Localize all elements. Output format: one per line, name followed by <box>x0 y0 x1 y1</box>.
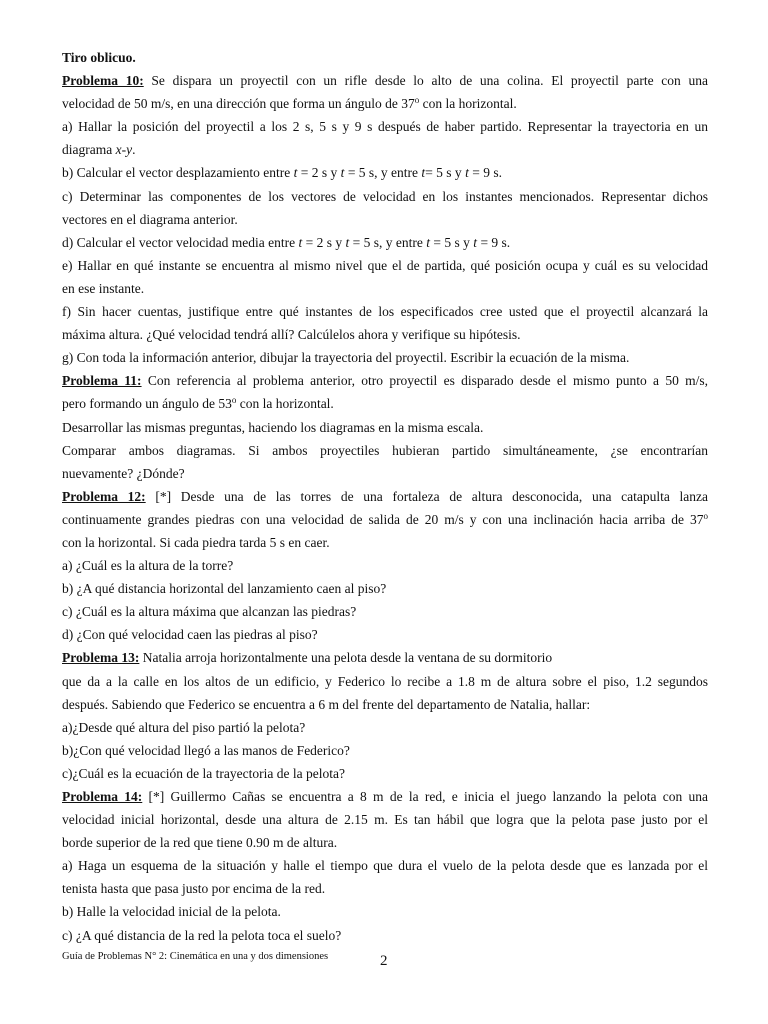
p13-question-c: c)¿Cuál es la ecuación de la trayectoria de la pelota? <box>62 765 345 781</box>
p10-line-2 <box>62 92 708 115</box>
p10-g-line: g) Con toda la información anterior, dibujar la trayectoria del proyectil. Escribir la ecuación de la misma. <box>62 350 630 366</box>
section-title <box>62 46 708 69</box>
var-t: t <box>421 165 426 181</box>
p10-a-end: . <box>132 142 136 158</box>
p14-a-line-2: tenista hasta que pasa justo por encima de la red. <box>62 881 326 897</box>
p10-b-3: = 5 s, y entre <box>344 165 422 181</box>
p12-line-2 <box>62 508 708 531</box>
p11-text-2b: con la horizontal. <box>236 396 334 412</box>
p11-line-1 <box>62 369 708 392</box>
page-number: 2 <box>380 953 388 969</box>
p10-f-line-1: f) Sin hacer cuentas, justifique entre qué instantes de los especificados cree usted que el proyectil alcanzará la <box>62 304 708 320</box>
p10-d-3: = 5 s, y entre <box>349 234 427 250</box>
section-title-dot: . <box>132 50 136 65</box>
var-t: t <box>426 234 431 250</box>
p14-line-3: borde superior de la red que tiene 0.90 m de altura. <box>62 835 338 851</box>
p10-b-2: = 2 s y <box>297 165 341 181</box>
p10-b-4: = 5 s y <box>425 165 466 181</box>
p14-line-2: velocidad inicial horizontal, desde una altura de 2.15 m. Es tan hábil que logra que la pelota pase justo por el <box>62 812 708 828</box>
var-t: t <box>340 165 345 181</box>
p11-line-2 <box>62 392 708 415</box>
p10-degree: o <box>414 95 420 106</box>
p10-d-4: = 5 s y <box>430 234 474 250</box>
p12-label: Problema 12: <box>62 488 146 504</box>
p10-a-line-1: a) Hallar la posición del proyectil a los 2 s, 5 s y 9 s después de haber partido. Representar la trayectoria en un <box>62 119 708 135</box>
var-t: t <box>293 165 298 181</box>
p10-d-line <box>62 231 708 254</box>
p10-label: Problema 10: <box>62 73 144 89</box>
footer-text: Guía de Problemas N° 2: Cinemática en una y dos dimensiones <box>62 951 329 962</box>
p12-question-a: a) ¿Cuál es la altura de la torre? <box>62 558 234 574</box>
p11-text-1: Con referencia al problema anterior, otro proyectil es disparado desde el mismo punto a 50 m/s, <box>141 373 708 389</box>
p12-line-1 <box>62 485 708 508</box>
var-t: t <box>298 234 303 250</box>
p14-question-b: b) Halle la velocidad inicial de la pelota. <box>62 904 281 920</box>
p10-b-5: = 9 s. <box>468 165 502 181</box>
p10-a-text: diagrama <box>62 142 116 158</box>
p12-text-1: [*] Desde una de las torres de una fortaleza de altura desconocida, una catapulta lanza <box>145 488 708 504</box>
p14-text-1: [*] Guillermo Cañas se encuentra a 8 m de la red, e inicia el juego lanzando la pelota con una <box>142 789 708 804</box>
p13-question-b: b)¿Con qué velocidad llegó a las manos de Federico? <box>62 742 350 758</box>
p11-label: Problema 11: <box>62 373 142 389</box>
p10-f-line-2: máxima altura. ¿Qué velocidad tendrá allí? Calcúlelos ahora y verifique su hipótesis. <box>62 327 521 343</box>
p10-text-2a: velocidad de 50 m/s, en una dirección que forma un ángulo de 37 <box>62 96 415 112</box>
p10-d-2: = 2 s y <box>302 234 346 250</box>
p13-question-a: a)¿Desde qué altura del piso partió la pelota? <box>62 719 306 735</box>
p12-text-2: continuamente grandes piedras con una velocidad de salida de 20 m/s y con una inclinación hacia arriba de 37 <box>62 511 704 527</box>
p10-c-line-2: vectores en el diagrama anterior. <box>62 211 238 227</box>
p10-e-line-1: e) Hallar en qué instante se encuentra al mismo nivel que el de partida, qué posición ocupa y cuál es su velocidad <box>62 257 708 273</box>
p12-question-c: c) ¿Cuál es la altura máxima que alcanzan las piedras? <box>62 604 357 620</box>
p13-line-3: después. Sabiendo que Federico se encuentra a 6 m del frente del departamento de Natalia, hallar: <box>62 696 591 712</box>
p12-question-d: d) ¿Con qué velocidad caen las piedras al piso? <box>62 627 318 643</box>
p10-a-line-2 <box>62 138 708 161</box>
p13-label: Problema 13: <box>62 650 140 666</box>
p12-question-b: b) ¿A qué distancia horizontal del lanzamiento caen al piso? <box>62 581 387 597</box>
p12-degree: o <box>703 510 708 521</box>
p10-b-line <box>62 161 708 184</box>
p14-a-line-1: a) Haga un esquema de la situación y halle el tiempo que dura el vuelo de la pelota desde que es lanzada por el <box>62 858 708 874</box>
p11-line-3: Desarrollar las mismas preguntas, haciendo los diagramas en la misma escala. <box>62 419 484 435</box>
p14-label: Problema 14: <box>62 789 143 804</box>
document-body <box>62 46 708 947</box>
p14-line-1 <box>62 785 708 808</box>
p14-question-c: c) ¿A qué distancia de la red la pelota toca el suelo? <box>62 927 342 943</box>
p13-line-2: que da a la calle en los altos de un edificio, y Federico lo recibe a 1.8 m de altura sobre el piso, 1.2 segundos <box>62 673 708 689</box>
p11-line-5: nuevamente? ¿Dónde? <box>62 465 185 481</box>
p10-text-1: Se dispara un proyectil con un rifle desde lo alto de una colina. El proyectil parte con una <box>143 73 708 89</box>
p10-b-1: b) Calcular el vector desplazamiento entre <box>62 165 294 181</box>
p13-line-1 <box>62 646 708 669</box>
p10-e-line-2: en ese instante. <box>62 280 145 296</box>
p10-d-1: d) Calcular el vector velocidad media entre <box>62 234 299 250</box>
var-t: t <box>473 234 478 250</box>
p10-d-5: = 9 s. <box>477 234 511 250</box>
p10-a-italic: x-y <box>115 142 133 158</box>
p10-text-2b: con la horizontal. <box>419 96 517 112</box>
p11-text-2a: pero formando un ángulo de 53 <box>62 396 232 412</box>
p11-line-4: Comparar ambos diagramas. Si ambos proyectiles hubieran partido simultáneamente, ¿se encontrarían <box>62 442 708 458</box>
p10-line-1 <box>62 69 708 92</box>
p11-degree: o <box>231 395 237 406</box>
section-title-text: Tiro oblicuo <box>62 50 133 65</box>
p10-c-line-1: c) Determinar las componentes de los vectores de velocidad en los instantes mencionados. Representar dichos <box>62 188 708 204</box>
page-footer <box>62 950 388 969</box>
var-t: t <box>345 234 350 250</box>
var-t: t <box>465 165 469 181</box>
p12-line-3: con la horizontal. Si cada piedra tarda 5 s en caer. <box>62 534 330 550</box>
p13-text-1: Natalia arroja horizontalmente una pelota desde la ventana de su dormitorio <box>139 650 553 666</box>
